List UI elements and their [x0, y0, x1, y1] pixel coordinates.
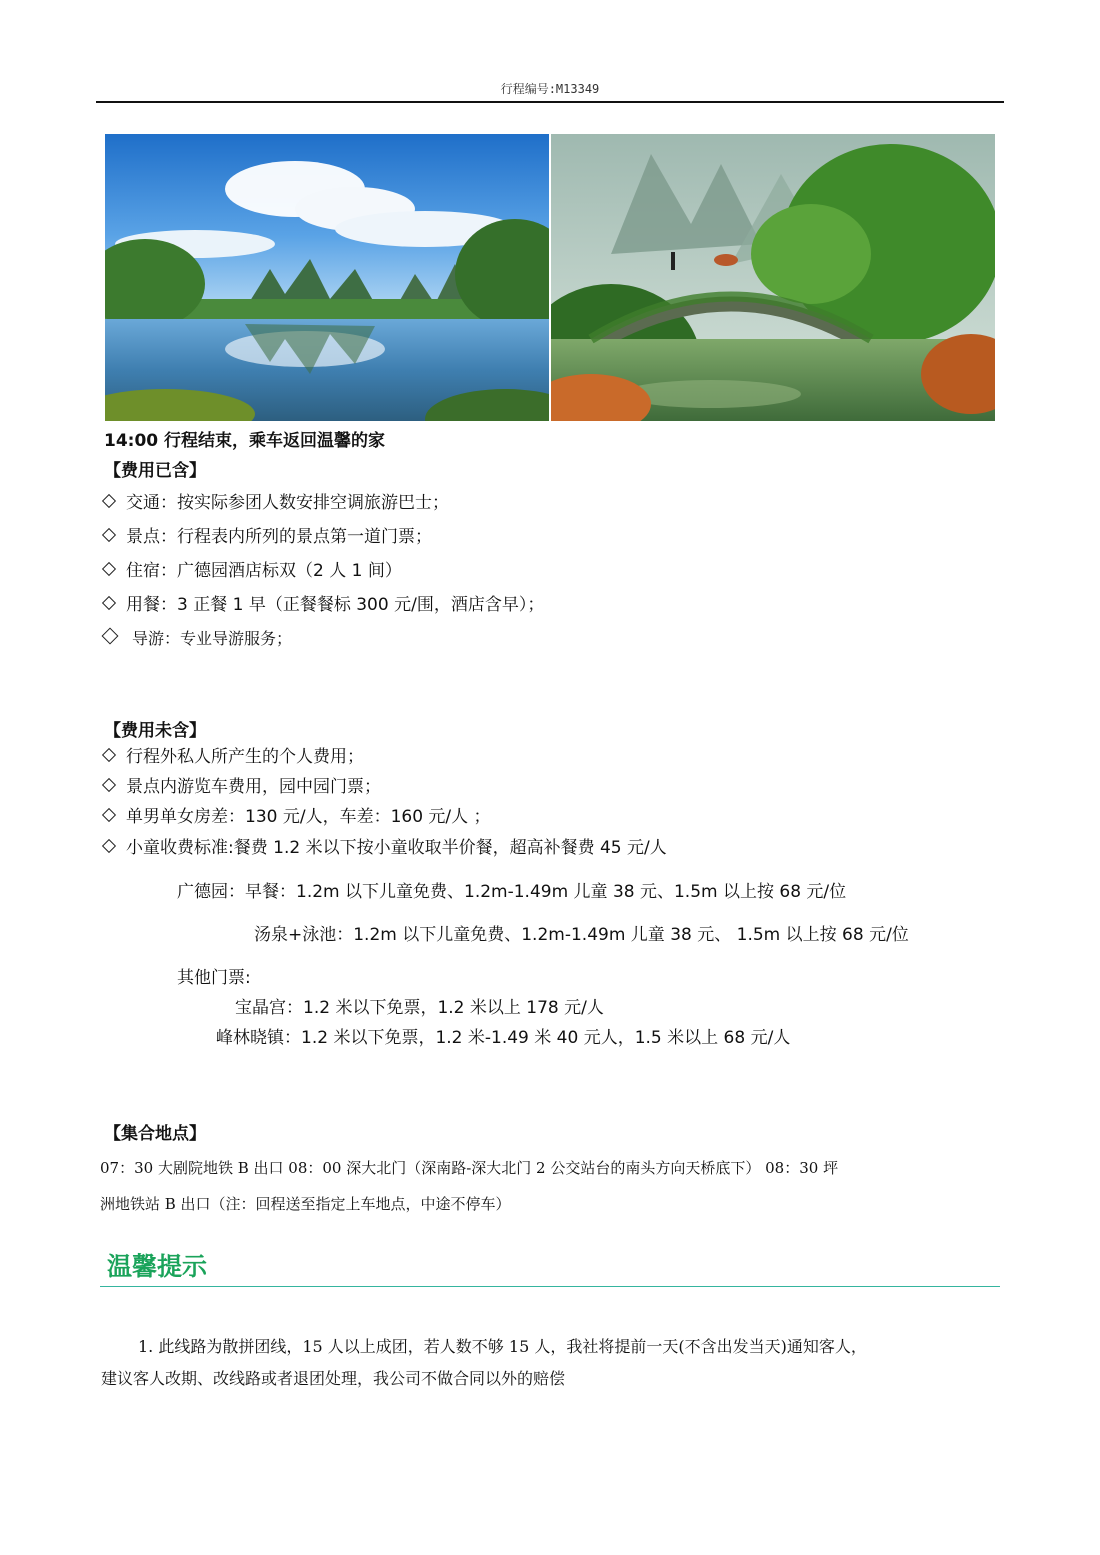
excluded-item-text: 小童收费标准:餐费 1.2 米以下按小童收取半价餐，超高补餐费 45 元/人: [126, 838, 667, 858]
meeting-line: 07：30 大剧院地铁 B 出口 08：00 深大北门（深南路-深大北门 2 公交站台的南头方向天桥底下） 08：30 坪: [100, 1159, 839, 1177]
diamond-bullet-icon: [102, 808, 116, 822]
included-item-text: 导游：专业导游服务；: [132, 629, 293, 648]
diamond-bullet-icon: [102, 839, 116, 853]
diamond-bullet-icon: [102, 778, 116, 792]
diamond-bullet-icon: [102, 748, 116, 762]
stone-bridge-buffalo-photo: [551, 134, 995, 421]
tips-title: 温馨提示: [107, 1252, 208, 1281]
included-item: [104, 629, 292, 649]
landscape-lake-karst-photo: [105, 134, 549, 421]
included-item-text: 交通：按实际参团人数安排空调旅游巴士；: [126, 493, 449, 513]
diamond-bullet-icon: [102, 628, 119, 645]
excluded-item: [104, 806, 491, 828]
included-item: [104, 492, 449, 514]
excluded-item-text: 行程外私人所产生的个人费用；: [126, 747, 364, 767]
excluded-item: [104, 746, 364, 768]
included-item-text: 住宿：广德园酒店标双（2 人 1 间）: [126, 561, 402, 581]
header-divider: [96, 101, 1004, 103]
included-item: [104, 594, 544, 616]
excluded-heading: 【费用未含】: [104, 721, 206, 741]
itinerary-end-line: 14:00 行程结束，乘车返回温馨的家: [104, 431, 386, 451]
diamond-bullet-icon: [102, 562, 116, 576]
tips-paragraph-line: 建议客人改期、改线路或者退团处理，我公司不做合同以外的赔偿: [101, 1369, 566, 1388]
child-rate-breakfast: 广德园：早餐：1.2m 以下儿童免费、1.2m-1.49m 儿童 38 元、1.5m 以上按 68 元/位: [177, 882, 847, 902]
included-heading: 【费用已含】: [104, 461, 206, 481]
meeting-line: 洲地铁站 B 出口（注：回程送至指定上车地点，中途不停车）: [100, 1195, 511, 1213]
child-rate-hotspring: 汤泉+泳池：1.2m 以下儿童免费、1.2m-1.49m 儿童 38 元、 1.5m 以上按 68 元/位: [254, 925, 909, 945]
other-tickets-heading: 其他门票:: [177, 968, 251, 988]
included-item-text: 景点：行程表内所列的景点第一道门票；: [126, 527, 432, 547]
diamond-bullet-icon: [102, 494, 116, 508]
ticket-fenglin: 峰林晓镇：1.2 米以下免票，1.2 米-1.49 米 40 元人，1.5 米以上 68 元/人: [216, 1028, 791, 1048]
ticket-baojing: 宝晶宫：1.2 米以下免票，1.2 米以上 178 元/人: [235, 998, 604, 1018]
diamond-bullet-icon: [102, 528, 116, 542]
meeting-heading: 【集合地点】: [104, 1124, 206, 1144]
diamond-bullet-icon: [102, 596, 116, 610]
excluded-item: [104, 776, 381, 798]
excluded-item-text: 单男单女房差：130 元/人，车差：160 元/人 ；: [126, 807, 491, 827]
included-item: [104, 560, 402, 582]
included-item: [104, 526, 432, 548]
excluded-item: [104, 837, 667, 859]
itinerary-code: 行程编号:M13349: [500, 82, 600, 96]
excluded-item-text: 景点内游览车费用，园中园门票；: [126, 777, 381, 797]
tips-divider: [100, 1286, 1000, 1287]
included-item-text: 用餐：3 正餐 1 早（正餐餐标 300 元/围，酒店含早）；: [126, 595, 545, 615]
tips-paragraph-line: 1. 此线路为散拼团线，15 人以上成团，若人数不够 15 人，我社将提前一天(不含出发当天)通知客人，: [138, 1337, 867, 1356]
